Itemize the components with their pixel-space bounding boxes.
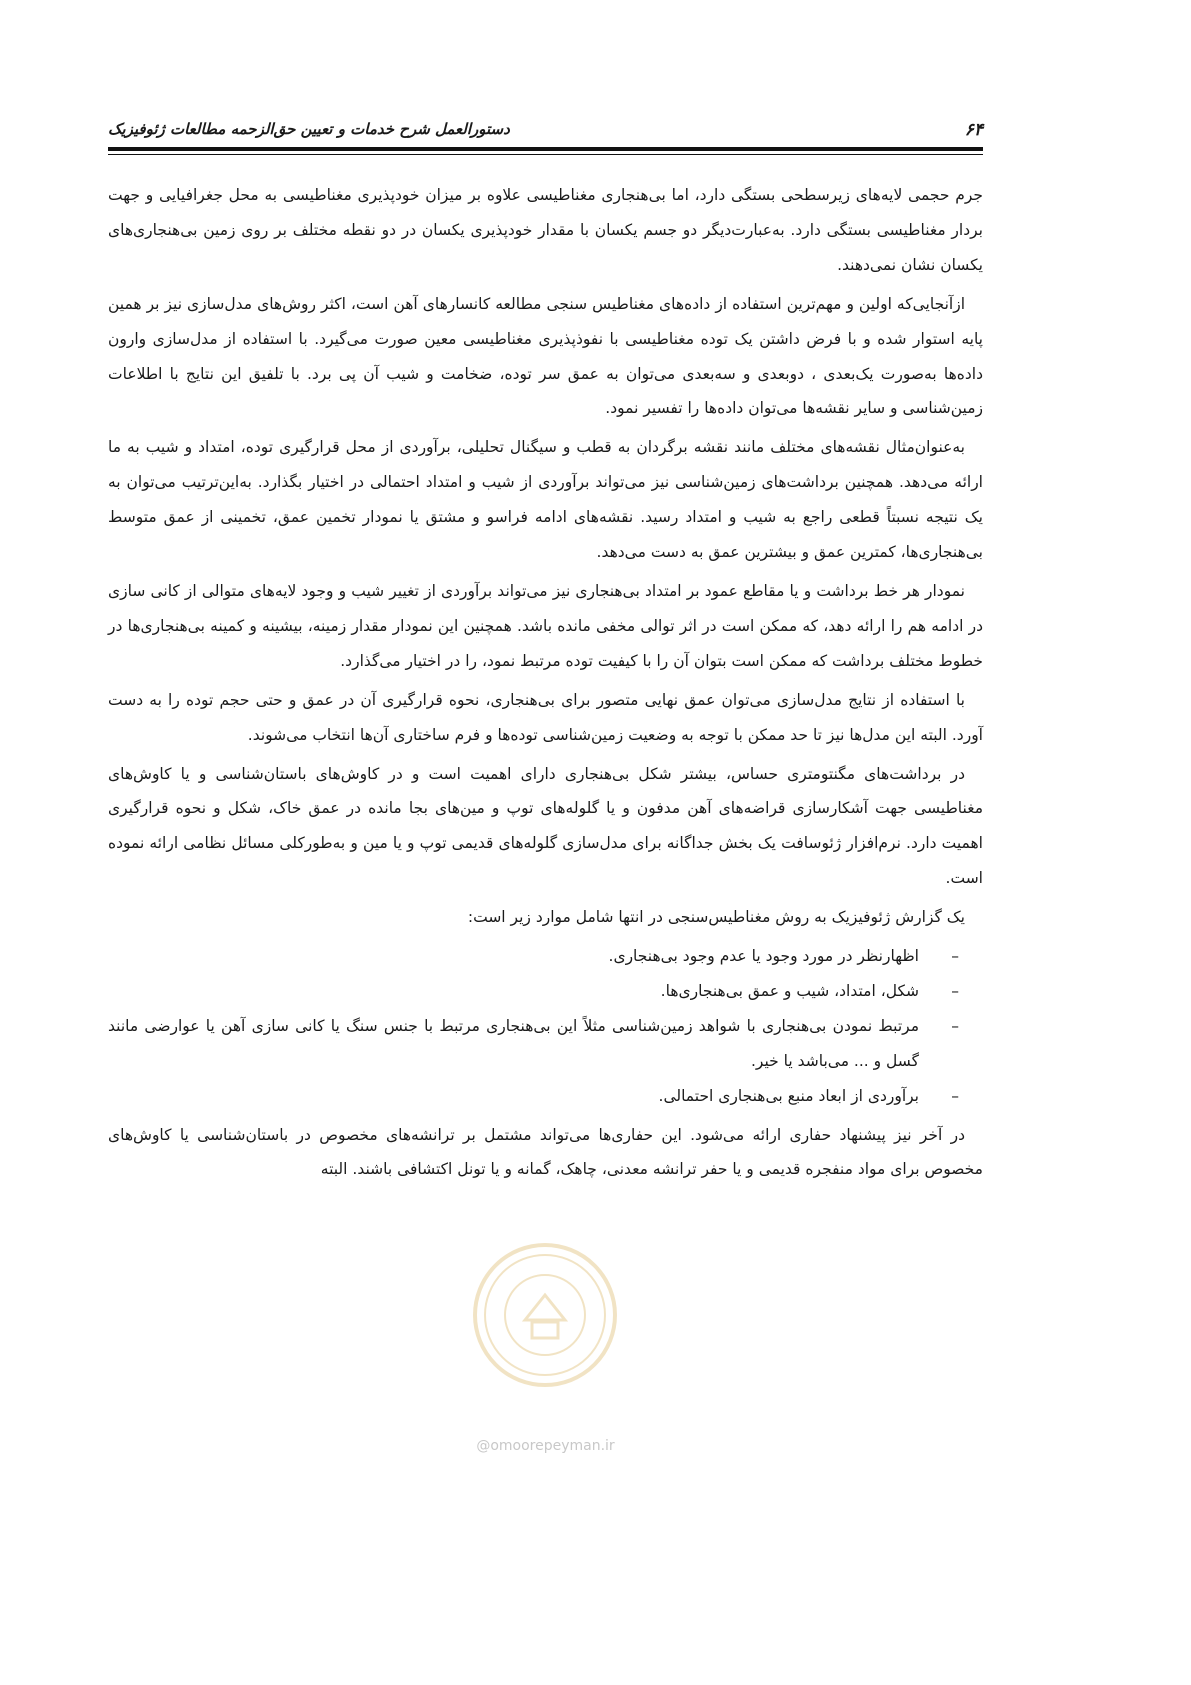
paragraph-6: در برداشت‌های مگنتومتری حساس، بیشتر شکل بی‌هنجاری دارای اهمیت است و در کاوش‌های باستان‌شناسی و یا کاوش‌های مغناطیسی جهت آشکارسازی قراضه‌های آهن مدفون و یا گلوله‌های توپ و مین‌های بجا مانده در عمق خاک، شکل و نحوه قرارگیری اهمیت دارد. نرم‌افزار ژئوسافت یک بخش جداگانه برای مدل‌سازی گلوله‌های قدیمی توپ و یا مین و به‌طورکلی مسائل نظامی ارائه نموده است. bbox=[108, 764, 983, 888]
report-items-list bbox=[108, 939, 983, 1114]
dash-bullet: – bbox=[951, 1086, 959, 1105]
watermark-footer: @omoorepeyman.ir bbox=[476, 1438, 615, 1454]
list-item bbox=[108, 1079, 959, 1114]
list-item-text: برآوردی از ابعاد منبع بی‌هنجاری احتمالی. bbox=[658, 1086, 919, 1105]
page-number: ۶۴ bbox=[964, 120, 983, 140]
list-item bbox=[108, 974, 959, 1009]
paragraph-2: ازآنجایی‌که اولین و مهم‌ترین استفاده از داده‌های مغناطیس سنجی مطالعه کانسارهای آهن است، اکثر روش‌های مدل‌سازی نیز بر همین پایه استوار شده و با فرض داشتن یک توده مغناطیسی با نفوذپذیری مغناطیسی معین صورت می‌گیرد. با استفاده از مدل‌سازی وارون داده‌ها به‌صورت یک‌بعدی ، دوبعدی و سه‌بعدی می‌توان به عمق سر توده، ضخامت و شیب آن پی برد. با تلفیق این نتایج با اطلاعات زمین‌شناسی و سایر نقشه‌ها می‌توان داده‌ها را تفسیر نمود. bbox=[108, 294, 983, 418]
header-rule-thick bbox=[108, 147, 983, 151]
dash-bullet: – bbox=[951, 981, 959, 1000]
paragraph-4: نمودار هر خط برداشت و یا مقاطع عمود بر امتداد بی‌هنجاری نیز می‌تواند برآوردی از تغییر شیب و وجود لایه‌های متوالی از کانی سازی در ادامه هم را ارائه دهد، که ممکن است در اثر توالی مخفی مانده باشد. همچنین این نمودار مقدار زمینه، بیشینه و کمینه بی‌هنجاری‌ها در خطوط مختلف برداشت که ممکن است بتوان آن را با کیفیت توده مرتبط نمود، را در اختیار می‌گذارد. bbox=[108, 581, 983, 670]
dash-bullet: – bbox=[951, 947, 959, 966]
paragraph-5: با استفاده از نتایج مدل‌سازی می‌توان عمق نهایی متصور برای بی‌هنجاری، نحوه قرارگیری آن در عمق و حتی حجم توده را به دست آورد. البته این مدل‌ها نیز تا حد ممکن با توجه به وضعیت زمین‌شناسی توده‌ها و فرم ساختاری آن‌ها انتخاب می‌شوند. bbox=[108, 690, 983, 744]
dash-bullet: – bbox=[951, 1016, 959, 1035]
paragraph-7: یک گزارش ژئوفیزیک به روش مغناطیس‌سنجی در انتها شامل موارد زیر است: bbox=[467, 908, 965, 927]
list-item-text: اظهارنظر در مورد وجود یا عدم وجود بی‌هنجاری. bbox=[608, 947, 919, 966]
header-rule-thin bbox=[108, 154, 983, 155]
list-item-text: مرتبط نمودن بی‌هنجاری با شواهد زمین‌شناسی مثلاً این بی‌هنجاری مرتبط با جنس سنگ یا کانی سازی آهن یا عوارضی مانند گسل و ... می‌باشد یا خیر. bbox=[108, 1016, 919, 1070]
list-item bbox=[108, 939, 959, 974]
running-title: دستورالعمل شرح خدمات و تعیین حق‌الزحمه مطالعات ژئوفیزیک bbox=[108, 120, 510, 138]
paragraph-3: به‌عنوان‌مثال نقشه‌های مختلف مانند نقشه برگردان به قطب و سیگنال تحلیلی، برآوردی از محل قرارگیری توده، امتداد و شیب به ما ارائه می‌دهد. همچنین برداشت‌های زمین‌شناسی نیز می‌تواند برآوردی از شیب و امتداد احتمالی در اختیار بگذارد. به‌این‌ترتیب می‌توان به یک نتیجه نسبتاً قطعی راجع به شیب و امتداد رسید. نقشه‌های ادامه فراسو و مشتق یا نمودار تخمین عمق، تخمینی از عمق متوسط بی‌هنجاری‌ها، کمترین عمق و بیشترین عمق به دست می‌دهد. bbox=[108, 438, 983, 562]
paragraph-1: جرم حجمی لایه‌های زیرسطحی بستگی دارد، اما بی‌هنجاری مغناطیسی علاوه بر میزان خودپذیری مغناطیسی به محل جغرافیایی و جهت بردار مغناطیسی بستگی دارد. به‌عبارت‌دیگر دو جسم یکسان با مقدار خودپذیری یکسان در دو نقطه مختلف بر روی زمین بی‌هنجاری‌های یکسان نشان نمی‌دهند. bbox=[108, 186, 983, 274]
closing-paragraph: در آخر نیز پیشنهاد حفاری ارائه می‌شود. این حفاری‌ها می‌تواند مشتمل بر ترانشه‌های مخصوص در باستان‌شناسی یا کاوش‌های مخصوص برای مواد منفجره قدیمی و یا حفر ترانشه معدنی، چاهک، گمانه و یا تونل اکتشافی باشند. البته bbox=[108, 1125, 983, 1179]
list-item bbox=[108, 1009, 959, 1079]
emblem-icon bbox=[470, 1240, 620, 1390]
document-body bbox=[108, 178, 983, 1191]
list-item-text: شکل، امتداد، شیب و عمق بی‌هنجاری‌ها. bbox=[660, 981, 919, 1000]
page-header bbox=[108, 118, 983, 148]
